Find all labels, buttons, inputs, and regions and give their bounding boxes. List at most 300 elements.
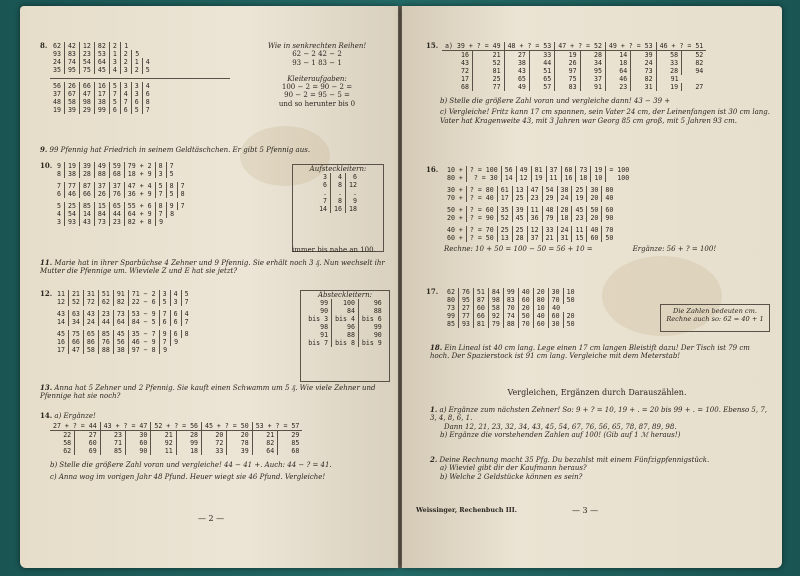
table-row [50,439,302,447]
table-cell: 8 [155,202,166,210]
table-cell: 16 [442,51,473,60]
table-cell: 7 [180,182,185,190]
table-cell: 77 [473,83,505,91]
table-cell: 37 [50,90,64,98]
table-cell: 16 [561,174,576,182]
table-cell: ? = 40 [466,194,497,202]
table-cell: bis 8 [332,339,359,347]
table-row [54,218,188,226]
table-cell: 14 [54,318,68,326]
exercise-17 [426,287,578,328]
table-cell: 8 [331,197,346,205]
table-cell: 5 [109,98,120,106]
table-cell: 10 [566,288,575,296]
table-cell: 73 [576,166,591,174]
table-cell: 11 [546,174,561,182]
table-row [305,307,385,315]
exercise-15-table [442,42,706,91]
table-cell: 9 [163,346,168,354]
table-cell: 60 [548,312,563,320]
exercise-14 [40,412,390,481]
table-cell: 88 [373,307,382,315]
table-cell: 3 [170,298,181,306]
table-cell: 72 [202,439,227,447]
table-cell: 37 [546,166,561,174]
table-cell: 9 [166,202,177,210]
table-cell: 77 [64,182,79,190]
table-cell: 68 [442,83,473,91]
exercise-12-table-2 [54,310,192,326]
table-cell: 60 + [444,234,466,242]
table-cell: 9 [174,338,179,346]
table-row [442,83,706,91]
exercise-number: 13. [40,383,53,392]
exercise-16-table-2 [444,186,616,202]
table-cell: 40 [552,304,561,312]
table-cell: 7 [155,210,166,218]
table-cell: 87 [79,182,94,190]
absteckleitern-title: Absteckleitern: [317,291,373,299]
table-cell: 28 [512,234,527,242]
table-row [442,59,706,67]
table-row [54,202,188,210]
exercise-number: 11. [40,258,53,267]
table-cell: 45 [512,214,527,222]
table-cell: 7 [159,338,170,346]
table-cell: 4 [145,58,150,66]
table-cell: 37 [527,234,542,242]
table-row [50,42,153,50]
table-cell: 48 [542,206,557,214]
table-cell: 58 [656,51,682,60]
exercise-number: 15. [426,41,439,50]
table-cell: 62 [444,288,458,296]
table-cell: 62 [50,42,64,50]
table-cell: 65 [504,75,529,83]
table-cell: 51 [529,67,554,75]
table-cell: 6 [131,98,142,106]
exercise-number: 12. [40,289,53,298]
table-cell: bis 9 [361,339,382,347]
table-cell: 60 [518,296,533,304]
table-cell: 39 [227,447,252,455]
table-cell: 6 [109,106,120,114]
exercise-number: 2. [430,455,438,464]
table-cell: 18 [348,205,357,213]
table-cell: 9 [159,218,164,226]
table-header-cell: 48 + ? = 53 [504,42,555,51]
table-cell: 43 [504,67,529,75]
table-cell: 8 [166,182,177,190]
table-cell: 100 [332,299,359,307]
table-cell: 76 [109,190,124,198]
table-cell: 98 [488,296,503,304]
table-cell: 12 [527,226,542,234]
table-row [316,189,360,197]
table-cell: 50 [518,312,533,320]
table-cell: 20 [202,431,227,440]
table-cell: 2 [120,50,131,58]
table-cell: 2 [120,58,131,66]
table-cell: 11 [54,290,68,298]
table-cell: 17 [94,90,109,98]
table-cell: 23 [79,50,94,58]
table-row [316,173,360,181]
table-cell: 7 [169,162,174,170]
table-cell: 7 [145,106,150,114]
table-cell: 50 + [444,206,466,214]
table-cell: 64 [113,318,128,326]
table-cell: 39 [79,162,94,170]
table-cell: 53 − 9 [128,310,159,318]
table-cell: 82 + 8 [124,218,155,226]
table-cell: 4 [184,310,189,318]
table-cell: 23 [109,218,124,226]
table-header-cell: 53 + ? = 57 [252,422,302,431]
table-cell: 81 [473,320,488,328]
table-row [442,51,706,60]
table-row [54,346,192,354]
table-cell: ? = 50 [466,234,497,242]
table-cell: 1 [124,42,129,50]
exercise-2-a: a) Wieviel gibt dir der Kaufmann heraus? [440,464,587,473]
table-cell: 92 [151,439,176,447]
aufsteckleitern-table [316,173,360,213]
aufsteckleitern-box [292,164,384,252]
kleiteraufgaben-line: 100 − 2 = 90 − 2 = [281,83,353,92]
table-cell: 43 [442,59,473,67]
table-header-cell: 49 + ? = 53 [605,42,656,51]
table-cell: 8 [180,190,185,198]
table-cell: 62 [50,447,75,455]
table-cell: 20 [518,304,533,312]
table-row [316,197,360,205]
table-cell: 12 [348,181,357,189]
table-cell: 53 [94,50,109,58]
table-cell: 7 [180,202,185,210]
table-cell: 25 [512,226,527,234]
table-cell: 19 [64,162,79,170]
table-cell: 5 [169,170,174,178]
table-cell: 82 [94,42,109,50]
table-cell: 10 + [444,166,466,174]
table-cell: 35 [497,206,512,214]
table-cell: 46 [64,190,79,198]
aufsteckleitern-title: Aufsteckleitern: [309,165,367,173]
table-row [50,58,153,66]
table-cell: 1 [109,50,120,58]
table-cell: 47 + 4 [124,182,155,190]
table-cell: 60 [533,320,548,328]
page-number: — 3 — [572,506,599,515]
table-cell: 15 [94,202,109,210]
table-cell: 21 [68,290,83,298]
table-row [50,98,153,106]
table-cell: ? = 70 [466,226,497,234]
table-cell: 3 [54,218,64,226]
table-cell: 11 [527,206,542,214]
table-cell: 40 + [444,226,466,234]
table-cell: 15 [572,234,587,242]
table-cell: bis 3 [305,315,331,323]
table-cell: 38 [557,186,572,194]
table-cell: 79 [488,320,503,328]
table-row [444,312,578,320]
table-cell: 84 [332,307,359,315]
table-cell: 73 [94,218,109,226]
table-cell: 49 [516,166,531,174]
table-cell: 31 [631,83,656,91]
table-cell: 23 [98,310,113,318]
table-cell: 92 [488,312,503,320]
exercise-16 [426,165,717,253]
table-cell: 21 [252,431,278,440]
table-cell: bis 7 [305,339,331,347]
table-cell: 50 [566,296,575,304]
table-cell: 6 [352,173,357,181]
table-cell: 6 [170,318,181,326]
table-cell: 85 [79,202,94,210]
table-cell: 5 [135,50,140,58]
table-row [316,181,360,189]
table-cell: 55 + 6 [124,202,155,210]
table-cell: 40 [605,194,614,202]
table-cell: 20 + [444,214,466,222]
exercise-16-foot-left: Rechne: 10 + 50 = 100 − 50 = 56 + 10 = [444,245,593,253]
exercise-14-table [50,422,302,455]
table-cell: 95 [64,66,79,74]
table-cell: 100 [617,174,630,182]
table-cell: 68 [109,170,124,178]
table-cell: 28 [79,170,94,178]
table-cell: 24 [557,226,572,234]
table-cell: 73 [631,67,656,75]
table-cell: 23 [605,83,630,91]
table-header-cell: 46 + ? = 51 [656,42,706,51]
table-cell: 47 [68,346,83,354]
table-cell: 27 [458,304,473,312]
exercise-13 [40,384,385,401]
table-row [54,210,188,218]
table-cell: 90 [605,214,614,222]
table-row [444,186,616,194]
exercise-17-table [444,288,578,328]
exercise-number: 18. [430,343,443,352]
table-cell: 12 [516,174,531,182]
exercise-17-note: Die Zahlen bedeuten cm. Rechne auch so: 62 = 40 + 1 [660,304,770,332]
table-cell: 39 [512,206,527,214]
table-cell: 43 [79,218,94,226]
table-cell: 17 [54,346,68,354]
table-cell: 3 [131,82,142,90]
section-title: Vergleichen, Ergänzen durch Darauszählen. [507,388,687,397]
exercise-8 [40,41,230,114]
table-cell: 9 [159,330,170,338]
table-row [305,339,385,347]
kleiteraufgaben-line: 90 − 2 = 95 − 5 = [284,91,350,100]
table-cell: 97 [555,67,580,75]
table-cell: bis 4 [332,315,359,323]
table-cell: 38 [94,98,109,106]
table-cell: 45 [113,330,128,338]
table-cell: 43 [83,310,98,318]
exercise-1-a2: Dann 12, 21, 23, 32, 34, 43, 45, 54, 67, 76, 56, 65, 78, 87, 89, 98. [444,422,677,431]
table-cell: 14 [605,51,630,60]
table-cell: . [352,189,357,197]
table-cell: 58 [64,98,79,106]
table-cell: 45 [572,206,587,214]
table-cell: 19 [555,51,580,60]
table-cell: 84 − 5 [128,318,159,326]
table-cell: 19 [531,174,546,182]
table-cell: 72 [83,298,98,306]
table-cell: 27 [504,51,529,60]
table-cell: 24 [83,318,98,326]
table-cell: 75 [68,330,83,338]
table-cell: 6 [54,190,64,198]
table-cell: 5 [145,66,150,74]
table-cell: 93 [64,218,79,226]
table-cell: 67 [64,90,79,98]
table-header-cell: 43 + ? = 47 [100,422,151,431]
table-cell: 5 [159,298,170,306]
table-cell: 6 [120,106,131,114]
table-row [444,320,578,328]
table-cell: 20 [227,431,252,440]
table-cell: 98 [305,323,331,331]
table-cell: 40 [518,288,533,296]
table-cell: 70 + [444,194,466,202]
table-cell: 66 [68,338,83,346]
exercise-number: 8. [40,41,48,50]
table-cell: 76 [458,288,473,296]
table-cell: 63 [68,310,83,318]
table-cell: 39 [631,51,656,60]
table-cell: 20 [587,214,602,222]
left-page [20,6,398,568]
table-cell: 4 [120,90,131,98]
table-cell: 70 [548,296,563,304]
table-cell: 23 [572,214,587,222]
table-cell: 8 [331,181,346,189]
table-cell: 93 [50,50,64,58]
exercise-2-text: Deine Rechnung macht 35 Pfg. Du bezahlst mit einem Fünfzigpfennigstück. [439,456,710,464]
table-cell: 3 [120,82,131,90]
table-cell: 52 [695,51,704,59]
table-cell: 6 [145,90,150,98]
table-cell: 58 [50,439,75,447]
table-header-row [442,42,706,51]
table-cell: 50 [605,234,614,242]
table-row [50,431,302,440]
table-cell: 13 [512,186,527,194]
table-row [444,194,616,202]
table-cell: 86 [83,338,98,346]
table-cell: 7 [184,318,189,326]
table-cell: 11 [572,226,587,234]
table-cell: 29 [79,106,94,114]
table-cell: 8 [155,162,166,170]
table-cell: 62 [98,298,113,306]
table-cell: 4 [170,290,181,298]
table-cell: 44 [109,210,124,218]
table-cell: 22 − 6 [128,298,159,306]
exercise-16-table-4 [444,226,616,242]
table-cell: 56 [501,166,516,174]
table-cell: 54 [64,210,79,218]
table-cell: ? = 100 [466,166,501,174]
table-cell: 56 [50,82,64,90]
exercise-9 [40,146,385,154]
table-row [54,338,192,346]
table-cell: 5 [131,106,142,114]
table-cell: 66 [79,190,94,198]
table-cell: 68 [561,166,576,174]
exercise-10-table-2 [54,182,188,198]
table-cell: 6 [159,318,170,326]
table-cell: 26 [555,59,580,67]
table-cell: 20 [533,288,548,296]
table-cell: 7 [155,190,166,198]
table-cell: 26 [94,190,109,198]
table-cell: 88 [98,346,113,354]
table-cell: 82 [113,298,128,306]
exercise-16-table-1 [444,166,632,182]
table-cell: ? = 30 [466,174,501,182]
table-cell: 19 [656,83,682,91]
table-row [305,315,385,323]
table-cell: 71 − 2 [128,290,159,298]
table-header-cell: a) 39 + ? = 49 [442,42,504,51]
table-cell: 13 [497,234,512,242]
exercise-18-text: Ein Lineal ist 40 cm lang. Lege einen 17 cm langen Bleistift dazu! Der Tisch ist 79 cm hoch. Der Spazierstock ist 91 cm lang. Vergleiche mit dem Meterstab! [430,344,750,361]
table-cell: 60 [605,206,614,214]
table-cell: 80 [444,296,458,304]
table-cell: 42 [64,42,79,50]
table-cell: 96 [373,299,382,307]
table-cell: 5 [155,182,166,190]
table-cell: 59 [109,162,124,170]
table-cell: 4 [109,66,120,74]
table-cell: 25 [497,226,512,234]
table-cell: 73 [113,310,128,318]
table-cell: 44 [98,318,113,326]
table-cell: 24 [631,59,656,67]
exercise-8-right-line: 62 − 2 42 − 2 [292,50,342,59]
table-cell: 58 [83,346,98,354]
table-row [50,106,153,114]
table-cell: 30 [126,431,151,440]
table-cell: 7 [184,298,189,306]
table-cell: 5 [109,82,120,90]
table-cell: 6 [170,330,181,338]
exercise-14-c: c) Anna wog im vorigen Jahr 48 Pfund. Heuer wiegt sie 46 Pfund. Vergleiche! [50,472,326,481]
table-row [444,206,616,214]
table-cell: 35 − 7 [128,330,159,338]
table-cell: 28 [580,51,605,60]
table-cell: 71 [100,439,125,447]
table-row [444,234,616,242]
table-cell: 80 [605,186,614,194]
table-cell: 52 [497,214,512,222]
table-cell: 99 [176,439,201,447]
table-cell: 27 [75,431,101,440]
table-cell: 66 [79,82,94,90]
table-cell: 31 [557,234,572,242]
table-cell: 38 [64,170,79,178]
table-cell: 27 [695,83,704,91]
table-cell: 28 [557,206,572,214]
